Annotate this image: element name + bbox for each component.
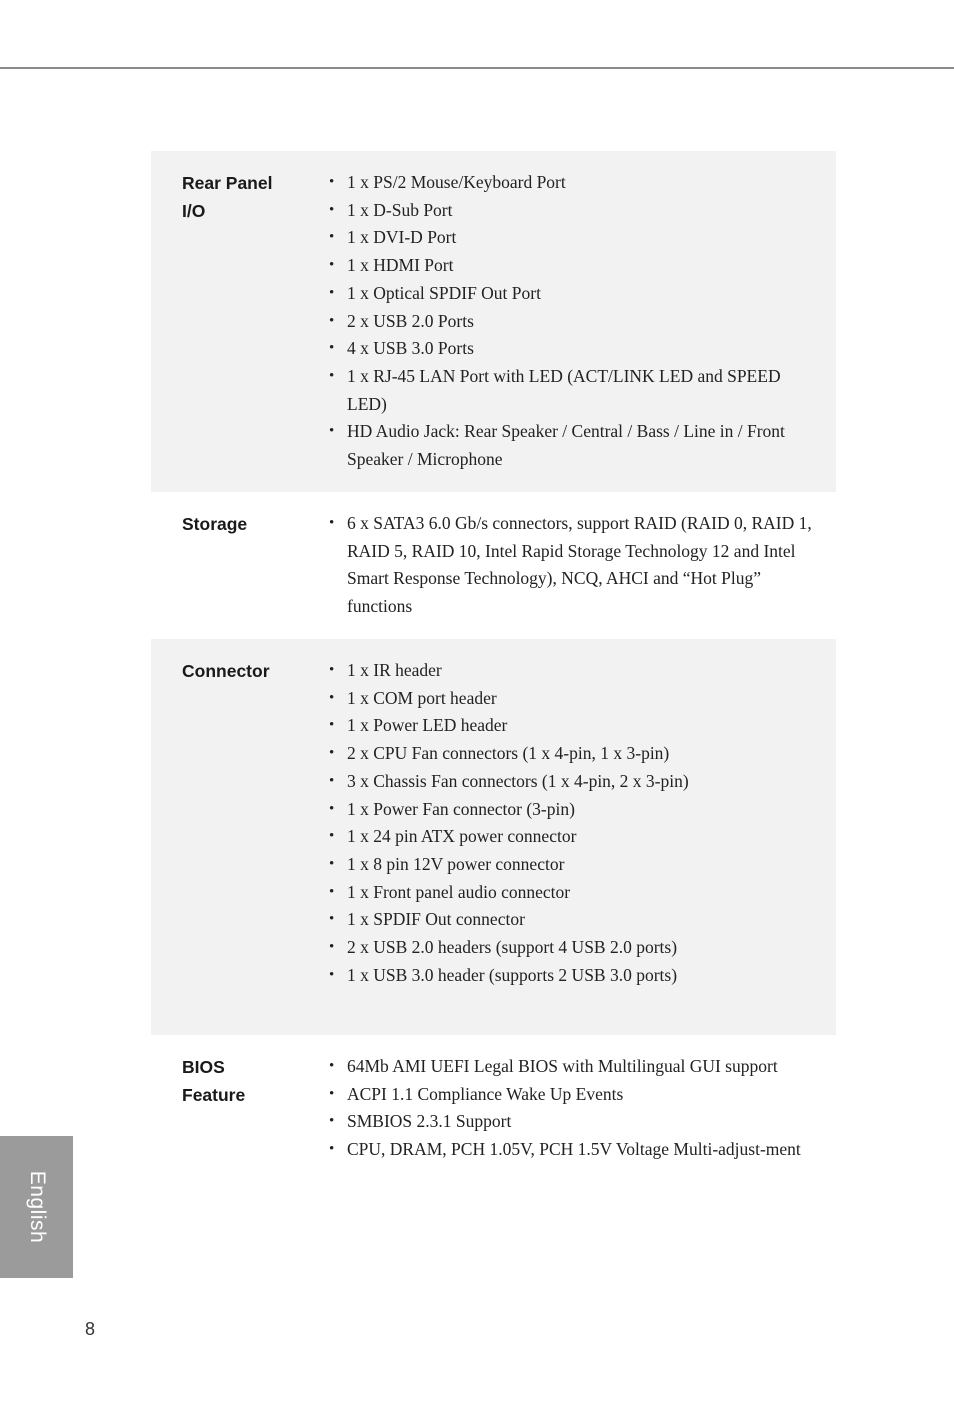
bullet-icon: •	[329, 1141, 335, 1158]
list-item	[329, 685, 823, 713]
bullet-icon: •	[329, 423, 335, 440]
list-item	[329, 906, 823, 934]
list-item-text: CPU, DRAM, PCH 1.05V, PCH 1.5V Voltage Multi-adjust-ment	[347, 1139, 801, 1160]
spec-label-line: Storage	[182, 514, 248, 534]
list-item	[329, 418, 823, 473]
spec-section-bios-feature	[151, 1035, 836, 1215]
spec-label-line: Feature	[182, 1085, 246, 1105]
bullet-icon: •	[329, 717, 335, 734]
list-item-text: 4 x USB 3.0 Ports	[347, 338, 474, 359]
bullet-icon: •	[329, 689, 335, 706]
bullet-icon: •	[329, 1085, 335, 1102]
list-item-text: 1 x COM port header	[347, 687, 497, 708]
bullet-icon: •	[329, 939, 335, 956]
list-item-text: 1 x SPDIF Out connector	[347, 909, 525, 930]
bullet-icon: •	[329, 257, 335, 274]
list-item	[329, 768, 823, 796]
spec-section-connector	[151, 639, 836, 1035]
list-item-text: 1 x 8 pin 12V power connector	[347, 853, 565, 874]
list-item-text: 1 x HDMI Port	[347, 255, 454, 276]
list-item-text: 1 x IR header	[347, 660, 442, 680]
list-item	[329, 823, 823, 851]
spec-label-line: Rear Panel	[182, 173, 273, 193]
bullet-icon: •	[329, 662, 335, 678]
spec-label-line: Connector	[182, 661, 270, 681]
list-item-text: 1 x DVI-D Port	[347, 227, 457, 248]
list-item-text: 2 x CPU Fan connectors (1 x 4-pin, 1 x 3-pin)	[347, 743, 670, 764]
list-item	[329, 934, 823, 962]
list-item	[329, 1081, 823, 1109]
bullet-icon: •	[329, 340, 335, 357]
bullet-icon: •	[329, 229, 335, 246]
bullet-icon: •	[329, 201, 335, 218]
list-item	[329, 1108, 823, 1136]
list-item	[329, 252, 823, 280]
list-item	[329, 335, 823, 363]
bullet-icon: •	[329, 312, 335, 329]
list-item	[329, 169, 823, 197]
list-item-text: 2 x USB 2.0 Ports	[347, 310, 474, 331]
list-item-text: 1 x Front panel audio connector	[347, 881, 571, 902]
bullet-icon: •	[329, 800, 335, 817]
list-item-text: HD Audio Jack: Rear Speaker / Central / Bass / Line in / Front Speaker / Microphone	[347, 421, 785, 470]
list-item	[329, 657, 823, 685]
list-item	[329, 280, 823, 308]
bullet-icon: •	[329, 1058, 335, 1074]
spec-list	[329, 1053, 823, 1164]
list-item-text: ACPI 1.1 Compliance Wake Up Events	[347, 1083, 624, 1104]
spec-list	[329, 510, 823, 621]
spec-label-line: I/O	[182, 201, 206, 221]
spec-label	[182, 510, 302, 538]
bullet-icon: •	[329, 966, 335, 983]
list-item	[329, 224, 823, 252]
list-item-text: 64Mb AMI UEFI Legal BIOS with Multilingual GUI support	[347, 1056, 778, 1076]
bullet-icon: •	[329, 745, 335, 762]
list-item-text: 1 x USB 3.0 header (supports 2 USB 3.0 ports)	[347, 964, 678, 985]
spec-label	[182, 657, 302, 685]
list-item	[329, 740, 823, 768]
language-tab-label: English	[25, 1170, 49, 1244]
bullet-icon: •	[329, 367, 335, 384]
bullet-icon: •	[329, 911, 335, 928]
list-item	[329, 510, 823, 621]
spec-label-line: BIOS	[182, 1057, 225, 1077]
list-item-text: 1 x RJ-45 LAN Port with LED (ACT/LINK LED and SPEED LED)	[347, 365, 781, 414]
list-item	[329, 1053, 823, 1081]
language-tab	[0, 1136, 73, 1278]
list-item	[329, 363, 823, 418]
spec-label	[182, 1053, 302, 1109]
spec-list	[329, 657, 823, 989]
list-item-text: 1 x Optical SPDIF Out Port	[347, 282, 541, 303]
list-item	[329, 962, 823, 990]
list-item-text: 3 x Chassis Fan connectors (1 x 4-pin, 2 x 3-pin)	[347, 770, 689, 791]
list-item-text: 1 x Power Fan connector (3-pin)	[347, 798, 575, 819]
list-item	[329, 796, 823, 824]
list-item-text: SMBIOS 2.3.1 Support	[347, 1111, 512, 1132]
list-item	[329, 712, 823, 740]
header-rule	[0, 67, 954, 69]
spec-section-rear-panel-io	[151, 151, 836, 492]
bullet-icon: •	[329, 515, 335, 531]
spec-section-storage	[151, 492, 836, 639]
list-item	[329, 851, 823, 879]
list-item-text: 6 x SATA3 6.0 Gb/s connectors, support RAID (RAID 0, RAID 1, RAID 5, RAID 10, Intel Rapid Storage Technology 12 and Intel Smart Response Technology), NCQ, AHCI and “Hot Plug” functions	[347, 513, 812, 617]
list-item-text: 1 x D-Sub Port	[347, 199, 453, 220]
list-item	[329, 197, 823, 225]
list-item-text: 1 x 24 pin ATX power connector	[347, 826, 577, 847]
bullet-icon: •	[329, 828, 335, 845]
list-item	[329, 308, 823, 336]
list-item	[329, 879, 823, 907]
bullet-icon: •	[329, 855, 335, 872]
bullet-icon: •	[329, 883, 335, 900]
list-item-text: 1 x Power LED header	[347, 715, 508, 736]
list-item-text: 2 x USB 2.0 headers (support 4 USB 2.0 ports)	[347, 937, 678, 958]
bullet-icon: •	[329, 174, 335, 190]
page-number: 8	[85, 1319, 96, 1339]
spec-list	[329, 169, 823, 474]
spec-label	[182, 169, 302, 225]
bullet-icon: •	[329, 284, 335, 301]
bullet-icon: •	[329, 772, 335, 789]
bullet-icon: •	[329, 1113, 335, 1130]
list-item	[329, 1136, 823, 1164]
list-item-text: 1 x PS/2 Mouse/Keyboard Port	[347, 172, 566, 192]
